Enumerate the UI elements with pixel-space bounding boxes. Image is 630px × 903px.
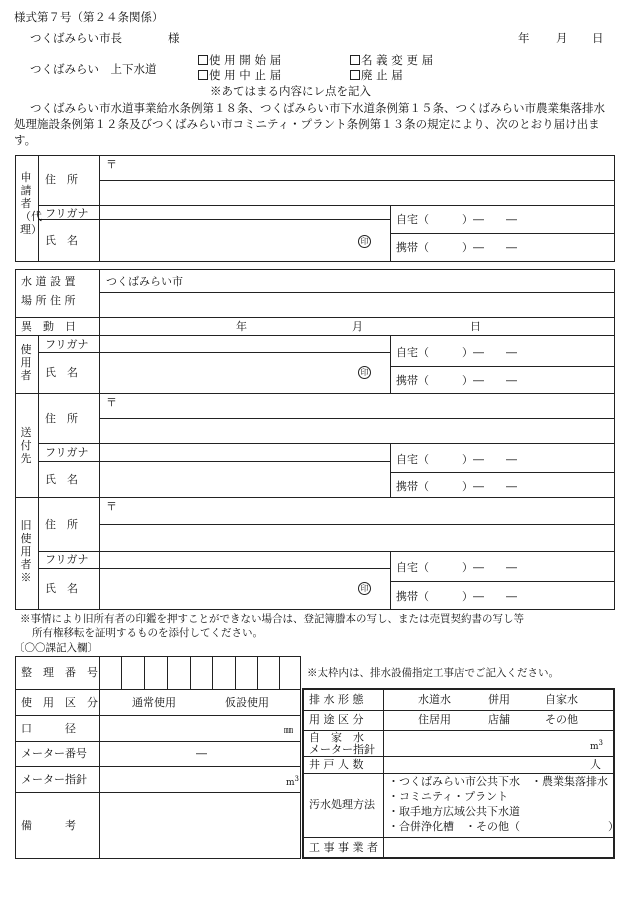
prev-furigana-label: フリガナ	[45, 553, 89, 566]
prev-mobile-phone[interactable]: 携帯（ ）― ―	[396, 590, 517, 603]
user-title: 使用者	[20, 343, 32, 382]
diameter-label: 口 径	[21, 722, 76, 735]
applicant-table	[15, 155, 615, 262]
use-opt-shop[interactable]: 店舗	[488, 713, 510, 726]
seal-icon: 印	[358, 366, 371, 379]
checkbox-note: ※あてはまる内容にレ点を記入	[210, 84, 371, 98]
use-opt-other[interactable]: その他	[545, 713, 578, 726]
body-text-1: つくばみらい市水道事業給水条例第１８条、つくばみらい市下水道条例第１５条、つくばみらい市農業集落排水	[30, 101, 605, 115]
location-label-1: 水 道 設 置	[21, 275, 76, 288]
user-furigana-label: フリガナ	[45, 338, 89, 351]
change-date-month[interactable]: 月	[352, 320, 363, 333]
diameter-unit: ㎜	[284, 726, 294, 736]
prev-user-title: 旧使用者※	[20, 519, 32, 584]
sewage-opt-3[interactable]: ・取手地方広域公共下水道	[388, 805, 520, 818]
private-water-label-2: メーター指針	[309, 743, 375, 756]
applicant-address-label: 住 所	[45, 173, 78, 186]
use-normal-option[interactable]: 通常使用	[132, 696, 176, 709]
main-table	[15, 269, 615, 610]
sewage-label: 汚水処理方法	[309, 798, 375, 811]
addressee-honorific: 様	[168, 31, 180, 45]
well-persons-label: 井 戸 人 数	[309, 758, 364, 771]
sendto-name-label: 氏 名	[45, 473, 78, 486]
department: つくばみらい 上下水道	[30, 62, 157, 76]
sewage-opt-4[interactable]: ・合併浄化槽 ・その他（ ）	[388, 820, 619, 833]
checkbox-start[interactable]: 使 用 開 始 届	[198, 55, 281, 67]
location-value[interactable]: つくばみらい市	[106, 275, 183, 288]
checkbox-icon[interactable]	[350, 70, 360, 80]
use-opt-residence[interactable]: 住居用	[418, 713, 451, 726]
prev-postal-icon: 〒	[106, 500, 117, 513]
body-text-2: 処理施設条例第１２条及びつくばみらい市コミニティ・プラント条例第１３条の規定により、次のとおり届け出ま	[14, 117, 600, 131]
applicant-furigana-label: フリガナ	[45, 207, 89, 220]
sendto-mobile-phone[interactable]: 携帯（ ）― ―	[396, 480, 517, 493]
seal-icon: 印	[358, 582, 371, 595]
date-year[interactable]: 年	[518, 31, 530, 45]
applicant-home-phone[interactable]: 自宅（ ）― ―	[396, 213, 517, 226]
ref-number-label: 整 理 番 号	[21, 666, 98, 679]
use-category-label: 用 途 区 分	[309, 713, 364, 726]
drain-type-label: 排 水 形 態	[309, 693, 364, 706]
prev-home-phone[interactable]: 自宅（ ）― ―	[396, 561, 517, 574]
body-text-3: す。	[14, 133, 37, 147]
builder-label: 工 事 事 業 者	[309, 841, 378, 854]
drain-opt-tap[interactable]: 水道水	[418, 693, 451, 706]
sendto-home-phone[interactable]: 自宅（ ）― ―	[396, 453, 517, 466]
remarks-label: 備 考	[21, 819, 76, 832]
meter-number-dash: ―	[196, 747, 207, 760]
sewage-opt-1[interactable]: ・つくばみらい市公共下水 ・農業集落排水	[388, 775, 608, 788]
user-mobile-phone[interactable]: 携帯（ ）― ―	[396, 374, 517, 387]
sendto-postal-icon: 〒	[106, 396, 117, 409]
use-temp-option[interactable]: 仮設使用	[225, 696, 269, 709]
applicant-title: 申請者（代理）	[20, 171, 42, 236]
date-day[interactable]: 日	[592, 31, 604, 45]
sendto-furigana-label: フリガナ	[45, 446, 89, 459]
sendto-address-label: 住 所	[45, 412, 78, 425]
date-month[interactable]: 月	[556, 31, 568, 45]
checkbox-icon[interactable]	[198, 55, 208, 65]
meter-reading-label: メーター指針	[21, 773, 87, 786]
sendto-title: 送付先	[20, 426, 32, 465]
checkbox-icon[interactable]	[198, 70, 208, 80]
prev-name-label: 氏 名	[45, 582, 78, 595]
change-date-day[interactable]: 日	[470, 320, 481, 333]
prev-address-label: 住 所	[45, 518, 78, 531]
user-name-label: 氏 名	[45, 366, 78, 379]
checkbox-icon[interactable]	[350, 55, 360, 65]
use-class-label: 使 用 区 分	[21, 696, 98, 709]
note-line-1: ※事情により旧所有者の印鑑を押すことができない場合は、登記簿謄本の写し、または売買契約書の写し等	[20, 613, 524, 625]
user-home-phone[interactable]: 自宅（ ）― ―	[396, 346, 517, 359]
addressee: つくばみらい市長	[30, 31, 122, 45]
drain-opt-combined[interactable]: 併用	[488, 693, 510, 706]
change-date-year[interactable]: 年	[236, 320, 247, 333]
location-label-2: 場 所 住 所	[21, 294, 76, 307]
contractor-note: ※太枠内は、排水設備指定工事店でご記入ください。	[307, 667, 559, 679]
seal-icon: 印	[358, 235, 371, 248]
form-number: 様式第７号（第２４条関係）	[14, 10, 164, 24]
office-section-title: 〔〇〇課記入欄〕	[14, 642, 98, 654]
applicant-mobile-phone[interactable]: 携帯（ ）― ―	[396, 241, 517, 254]
note-line-2: 所有権移転を証明するものを添付してください。	[32, 627, 263, 639]
private-water-label-1: 自 家 水	[309, 731, 364, 744]
meter-reading-unit: $m^3$	[286, 775, 300, 788]
checkbox-name-change[interactable]: 名 義 変 更 届	[350, 55, 433, 67]
applicant-postal-icon: 〒	[106, 158, 117, 171]
applicant-name-label: 氏 名	[45, 234, 78, 247]
change-date-label: 異 動 日	[21, 320, 76, 333]
checkbox-stop[interactable]: 使 用 中 止 届	[198, 70, 281, 82]
checkbox-abolish[interactable]: 廃 止 届	[350, 70, 403, 82]
private-water-unit: $m^3$	[590, 739, 604, 752]
meter-number-label: メーター番号	[21, 747, 87, 760]
drain-opt-private[interactable]: 自家水	[545, 693, 578, 706]
well-persons-unit: 人	[590, 758, 601, 771]
sewage-opt-2[interactable]: ・コミニティ・プラント	[388, 790, 509, 803]
